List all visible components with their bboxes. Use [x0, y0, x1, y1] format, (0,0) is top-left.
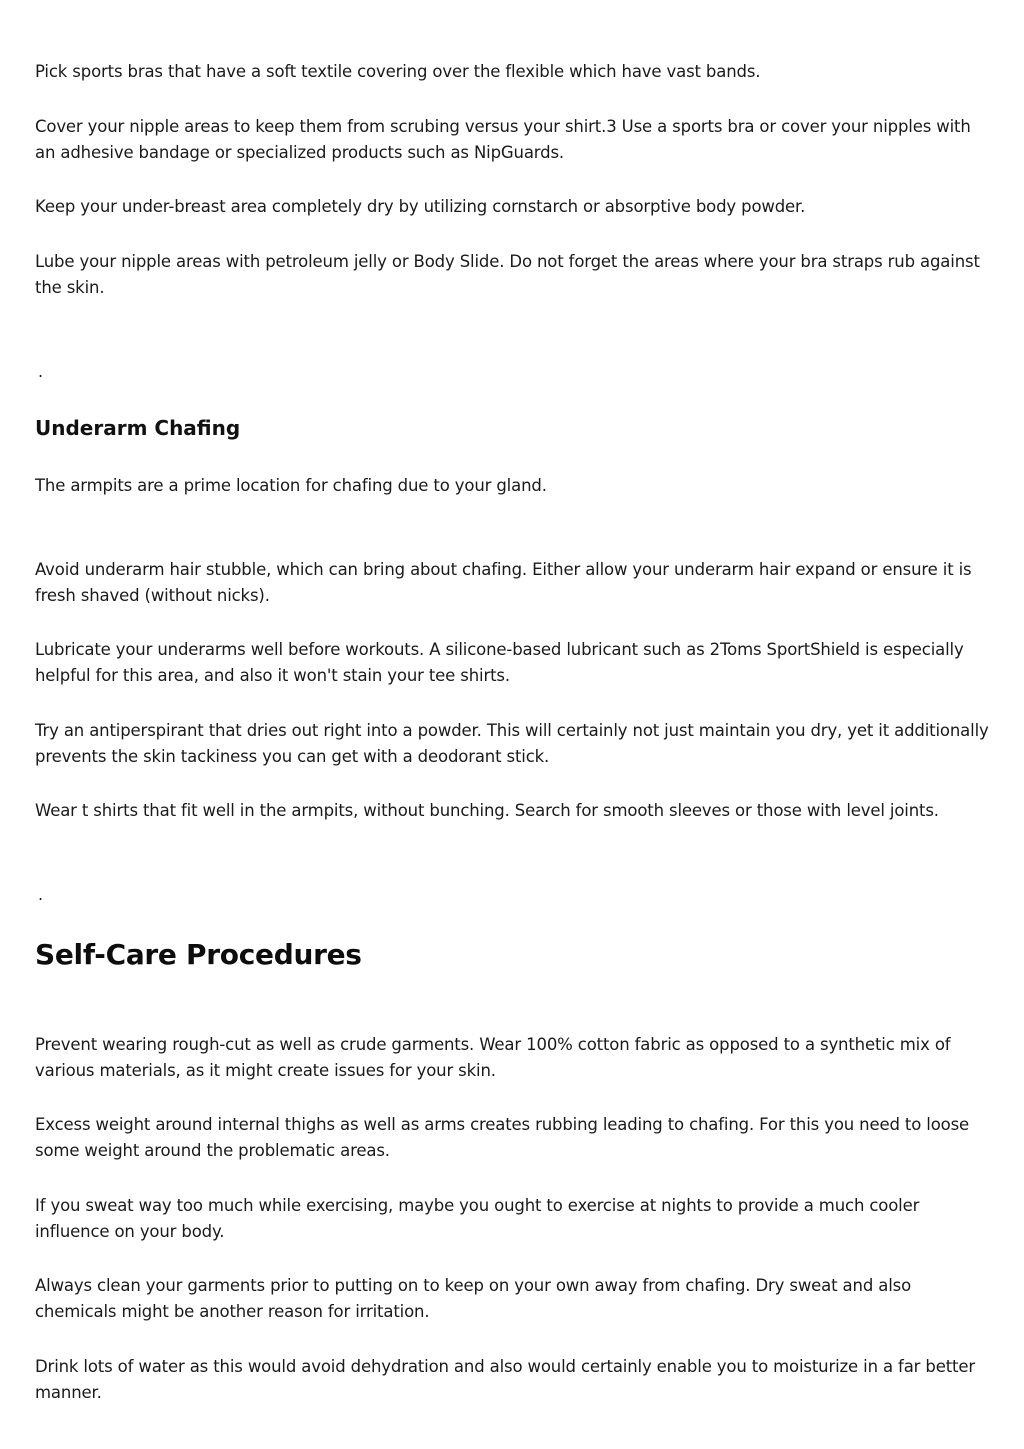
paragraph-lube-nipples: Lube your nipple areas with petroleum jelly or Body Slide. Do not forget the areas where your bra straps rub against the skin.: [35, 252, 980, 297]
paragraph-armpits-intro: The armpits are a prime location for chafing due to your gland.: [35, 476, 547, 495]
heading-underarm-chafing: Underarm Chafing: [35, 416, 241, 440]
paragraph-excess-weight: Excess weight around internal thighs as well as arms creates rubbing leading to chafing. For this you need to loose some weight around the problematic areas.: [35, 1115, 970, 1160]
paragraph-antiperspirant: Try an antiperspirant that dries out right into a powder. This will certainly not just maintain you dry, yet it additionally prevents the skin tackiness you can get with a deodorant stick.: [35, 721, 989, 766]
paragraph-wear-shirts: Wear t shirts that fit well in the armpits, without bunching. Search for smooth sleeves or those with level joints.: [35, 801, 939, 820]
paragraph-lubricate-underarms: Lubricate your underarms well before workouts. A silicone-based lubricant such as 2Toms SportShield is especially helpful for this area, and also it won't stain your tee shirts.: [35, 640, 964, 685]
paragraph-clean-garments: Always clean your garments prior to putting on to keep on your own away from chafing. Dry sweat and also chemicals might be another reason for irritation.: [35, 1276, 912, 1321]
paragraph-drink-water: Drink lots of water as this would avoid dehydration and also would certainly enable you to moisturize in a far better manner.: [35, 1357, 975, 1402]
paragraph-sports-bras: Pick sports bras that have a soft textile covering over the flexible which have vast bands.: [35, 62, 761, 81]
paragraph-avoid-rough-garments: Prevent wearing rough-cut as well as crude garments. Wear 100% cotton fabric as opposed to a synthetic mix of various materials, as it might create issues for your skin.: [35, 1035, 951, 1080]
paragraph-sweat-exercise: If you sweat way too much while exercising, maybe you ought to exercise at nights to provide a much cooler influence on your body.: [35, 1196, 920, 1241]
heading-self-care-procedures: Self-Care Procedures: [35, 938, 362, 971]
paragraph-under-breast-dry: Keep your under-breast area completely dry by utilizing cornstarch or absorptive body powder.: [35, 197, 806, 216]
paragraph-underarm-hair: Avoid underarm hair stubble, which can bring about chafing. Either allow your underarm hair expand or ensure it is fresh shaved (without nicks).: [35, 560, 972, 605]
paragraph-cover-nipples: Cover your nipple areas to keep them from scrubing versus your shirt.3 Use a sports bra or cover your nipples with an adhesive bandage or specialized products such as NipGuards.: [35, 117, 971, 162]
separator-dot: .: [38, 362, 44, 381]
separator-dot: .: [38, 885, 44, 904]
